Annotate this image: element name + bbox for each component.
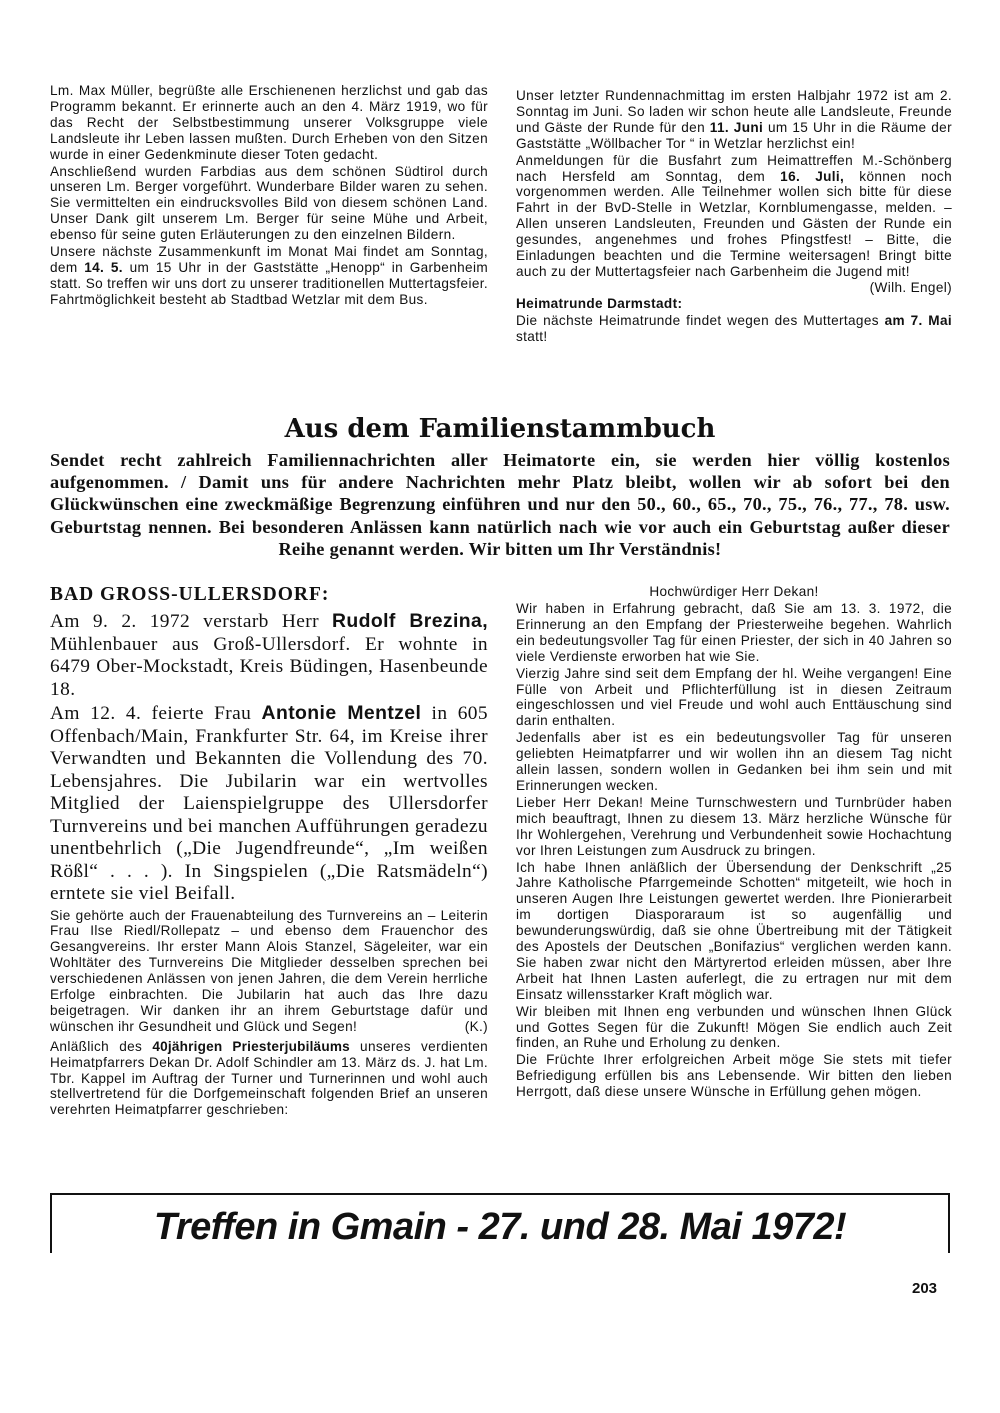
text: Sie gehörte auch der Frauenabteilung des Turnvereins an – Leiterin Frau Ilse Riedl/Rollepatz – und ebenso dem Frauenchor des Gesangvereins. Ihr erster Mann Alois Stanzel, Sägeleiter, war ein Wohltäter des Turnvereins Die Mitglieder desselben sprechen bei verschiedenen Anlässen von jenen Jahren, die dem Verein herrliche Erfolge einbrachten. Die Jubilarin hat auch das Ihre dazu beigetragen. Wir danken ihr an ihrem Geburtstage dafür und wünschen ihr Gesundheit und Glück und Segen! xyxy=(50,907,488,1034)
salutation: Hochwürdiger Herr Dekan! xyxy=(649,584,819,599)
left-top-column xyxy=(50,83,488,308)
paragraph xyxy=(50,610,488,701)
text: Mühlenbauer aus Groß-Ullersdorf. Er wohnte in 6479 Ober-Mockstadt, Kreis Büdingen, Hasenbeunde 18. xyxy=(50,633,488,700)
text: statt! xyxy=(516,328,548,344)
signature: (K.) xyxy=(464,1018,488,1034)
text: Am 12. 4. feierte Frau xyxy=(50,703,262,724)
text: Die nächste Heimatrunde findet wegen des Muttertages xyxy=(516,312,885,328)
paragraph: Vierzig Jahre sind seit dem Empfang der hl. Weihe vergangen! Eine Fülle von Arbeit und Pflichterfüllung ist in diesen Zeitraum eingeschlossen und viel Freude und wohl auch Enttäuschung sind darin enthalten. xyxy=(516,665,952,729)
paragraph: Wir haben in Erfahrung gebracht, daß Sie am 13. 3. 1972, die Erinnerung an den Empfang der Priesterweihe begehen. Wahrlich ein bedeutungsvoller Tag für einen Priester, der sich in 40 Jahren so viele Verdienste erworben hat wie Sie. xyxy=(516,601,952,664)
meeting-date: 14. 5. xyxy=(84,259,123,275)
paragraph xyxy=(50,1039,488,1119)
paragraph: Ich habe Ihnen anläßlich der Übersendung der Denkschrift „25 Jahre Katholische Pfarrgemeinde Schotten“ mitgeteilt, wie hoch in unseren Augen Ihre Leistungen gewertet werden. Ihre Pionierarbeit im dortigen Diasporaraum ist so augenfällig und bewunderungswürdig, daß sie ohne Übertreibung mit der Tätigkeit des Apostels der Deutschen „Bonifazius“ verglichen werden kann. Sie haben zwar nicht den Märtyrertod erleiden müssen, aber Ihre Arbeit hat Ihnen Lasten auferlegt, die zu ertragen nur mit dem Einsatz willensstarker Kraft möglich war. xyxy=(516,859,952,1002)
text: Anmeldungen für die Busfahrt zum Heimattreffen M.-Schönberg nach Hersfeld am Sonntag, dem xyxy=(516,152,952,184)
paragraph xyxy=(516,152,952,295)
person-name: Antonie Mentzel xyxy=(261,702,422,724)
paragraph: Lieber Herr Dekan! Meine Turnschwestern und Turnbrüder haben mich beauftragt, Ihnen zu diesem 13. März herzliche Wünsche für Ihr Wohlergehen, Verehrung und Verbundenheit sowie Hochachtung vor Ihren Leistungen zum Ausdruck zu bringen. xyxy=(516,794,952,858)
paragraph: Jedenfalls aber ist es ein bedeutungsvoller Tag für unseren geliebten Heimatpfarrer und wir wollen ihn an diesem Tag nicht allein lassen, sondern wollen in Gedanken bei ihm sein und mit Erinnerungen wecken. xyxy=(516,730,952,793)
signature: (Wilh. Engel) xyxy=(869,279,952,295)
banner-title: Treffen in Gmain - 27. und 28. Mai 1972! xyxy=(153,1206,847,1248)
banner-right-rule xyxy=(948,1193,950,1253)
paragraph: Anschließend wurden Farbdias aus dem schönen Südtirol durch unseren Lm. Berger vorgeführt. Wunderbare Bilder waren zu sehen. Sie vermittelten ein eindrucksvolles Bild von diesem schönen Land. Unser Dank gilt unserem Lm. Berger für seine Mühe und Arbeit, ebenso für seine guten Erläuterungen zu den einzelnen Bildern. xyxy=(50,163,488,243)
section-intro: Sendet recht zahlreich Familiennachrichten aller Heimatorte ein, sie werden hier völlig kostenlos aufgenommen. / Damit uns für andere Nachrichten mehr Platz bleibt, wollen wir ab sofort bei den Glückwünschen eine zweckmäßige Begrenzung einführen und nur den 50., 60., 65., 70., 75., 76., 77., 78. usw. Geburtstag nennen. Bei besonderen Anlässen kann natürlich nach wie vor auch ein Geburtstag außer dieser Reihe genannt werden. Wir bitten um Ihr Verständnis! xyxy=(50,450,950,559)
text: Anläßlich des xyxy=(50,1038,153,1054)
text: Unser letzter Rundennachmittag im ersten Halbjahr 1972 ist am 2. Sonntag im Juni. So laden wir schon heute alle Landsleute, Freunde und Gäste der Runde für den xyxy=(516,88,952,135)
text: in 605 Offenbach/Main, Frankfurter Str. 64, im Kreise ihrer Verwandten und Bekannten die Vollendung des 70. Lebensjahres. Die Jubilarin war ein wertvolles Mitglied der Laienspielgruppe des Ullersdorfer Turnvereins und bei manchen Aufführungen geradezu unentbehrlich („Die Jugendfreunde“, „Im weißen Rößl“ . . . ). In Singspielen („Die Ratsmädeln“) erntete sie viel Beifall. xyxy=(50,703,489,904)
letter-column xyxy=(516,584,952,1100)
date: 16. Juli, xyxy=(780,168,845,184)
paragraph: Wir bleiben mit Ihnen eng verbunden und wünschen Ihnen Glück und Gottes Segen für die Zukunft! Mögen Sie endlich auch Zeit finden, an Ruhe und Erholung zu denken. xyxy=(516,1003,952,1051)
text: Am 9. 2. 1972 verstarb Herr xyxy=(50,611,332,632)
text: um 15 Uhr in die Räume der Gaststätte „Wöllbacher Tor “ in Wetzlar herzlichst ein! xyxy=(516,119,952,151)
text: unseres verdienten Heimatpfarrers Dekan Dr. Adolf Schindler am 13. März ds. J. hat Lm. Tbr. Kappel im Auftrag der Turner und Turnerinnen und wohl auch stellvertretend für die Dorfgemeinschaft folgenden Brief an unseren verehrten Heimatpfarrer geschrieben: xyxy=(50,1038,489,1118)
meeting-paragraph xyxy=(50,244,488,308)
person-name: Rudolf Brezina, xyxy=(332,610,488,632)
text: Unsere nächste Zusammenkunft im Monat Mai findet am Sonntag, dem xyxy=(50,244,488,275)
subheading: Heimatrunde Darmstadt: xyxy=(516,295,683,311)
bold-phrase: 40jährigen Priesterjubiläums xyxy=(152,1038,350,1054)
date: 11. Juni xyxy=(709,119,764,135)
section-heading: Aus dem Familienstammbuch xyxy=(284,414,716,444)
page-number: 203 xyxy=(912,1280,938,1297)
right-top-column xyxy=(516,88,952,345)
date: am 7. Mai xyxy=(884,312,952,328)
text: können noch vorgenommen werden. Alle Teilnehmer wollen sich bitte für diese Fahrt in der BvD-Stelle in Wetzlar, Kornblumengasse, melden. – Allen unseren Landsleuten, Freunden und Gästen der Runde ein gesundes, angenehmes und frohes Pfingstfest! – Bitte, die Einladungen beachten und die Termine weitersagen! Bringt bitte auch zu der Muttertagsfeier nach Garbenheim die Jugend mit! xyxy=(516,168,952,279)
small-text xyxy=(50,908,488,1119)
paragraph xyxy=(50,908,488,1035)
paragraph: Lm. Max Müller, begrüßte alle Erschienenen herzlichst und gab das Programm bekannt. Er erinnerte auch an den 4. März 1919, wo für das Recht der Selbstbestimmung unserer Volksgruppe viele Landsleute ihr Leben lassen mußten. Durch Erheben von den Sitzen wurde in einer Gedenkminute dieser Toten gedacht. xyxy=(50,83,488,162)
banner-top-rule xyxy=(50,1193,950,1195)
paragraph xyxy=(516,88,952,152)
paragraph: Die Früchte Ihrer erfolgreichen Arbeit möge Sie stets mit tiefer Befriedigung erfüllen bis ans Lebensende. Wir bitten den lieben Herrgott, daß diese unsere Wünsche in Erfüllung gehen mögen. xyxy=(516,1052,952,1100)
text: um 15 Uhr in der Gaststätte „Henopp“ in Garbenheim statt. So treffen wir uns dort zu unserer traditionellen Muttertagsfeier. Fahrtmöglichkeit besteht ab Stadtbad Wetzlar mit dem Bus. xyxy=(50,259,488,307)
paragraph xyxy=(516,313,952,345)
paragraph xyxy=(50,702,488,906)
banner-left-rule xyxy=(50,1193,52,1253)
left-bottom-column xyxy=(50,584,488,1118)
place-heading: BAD GROSS-ULLERSDORF: xyxy=(50,584,330,605)
